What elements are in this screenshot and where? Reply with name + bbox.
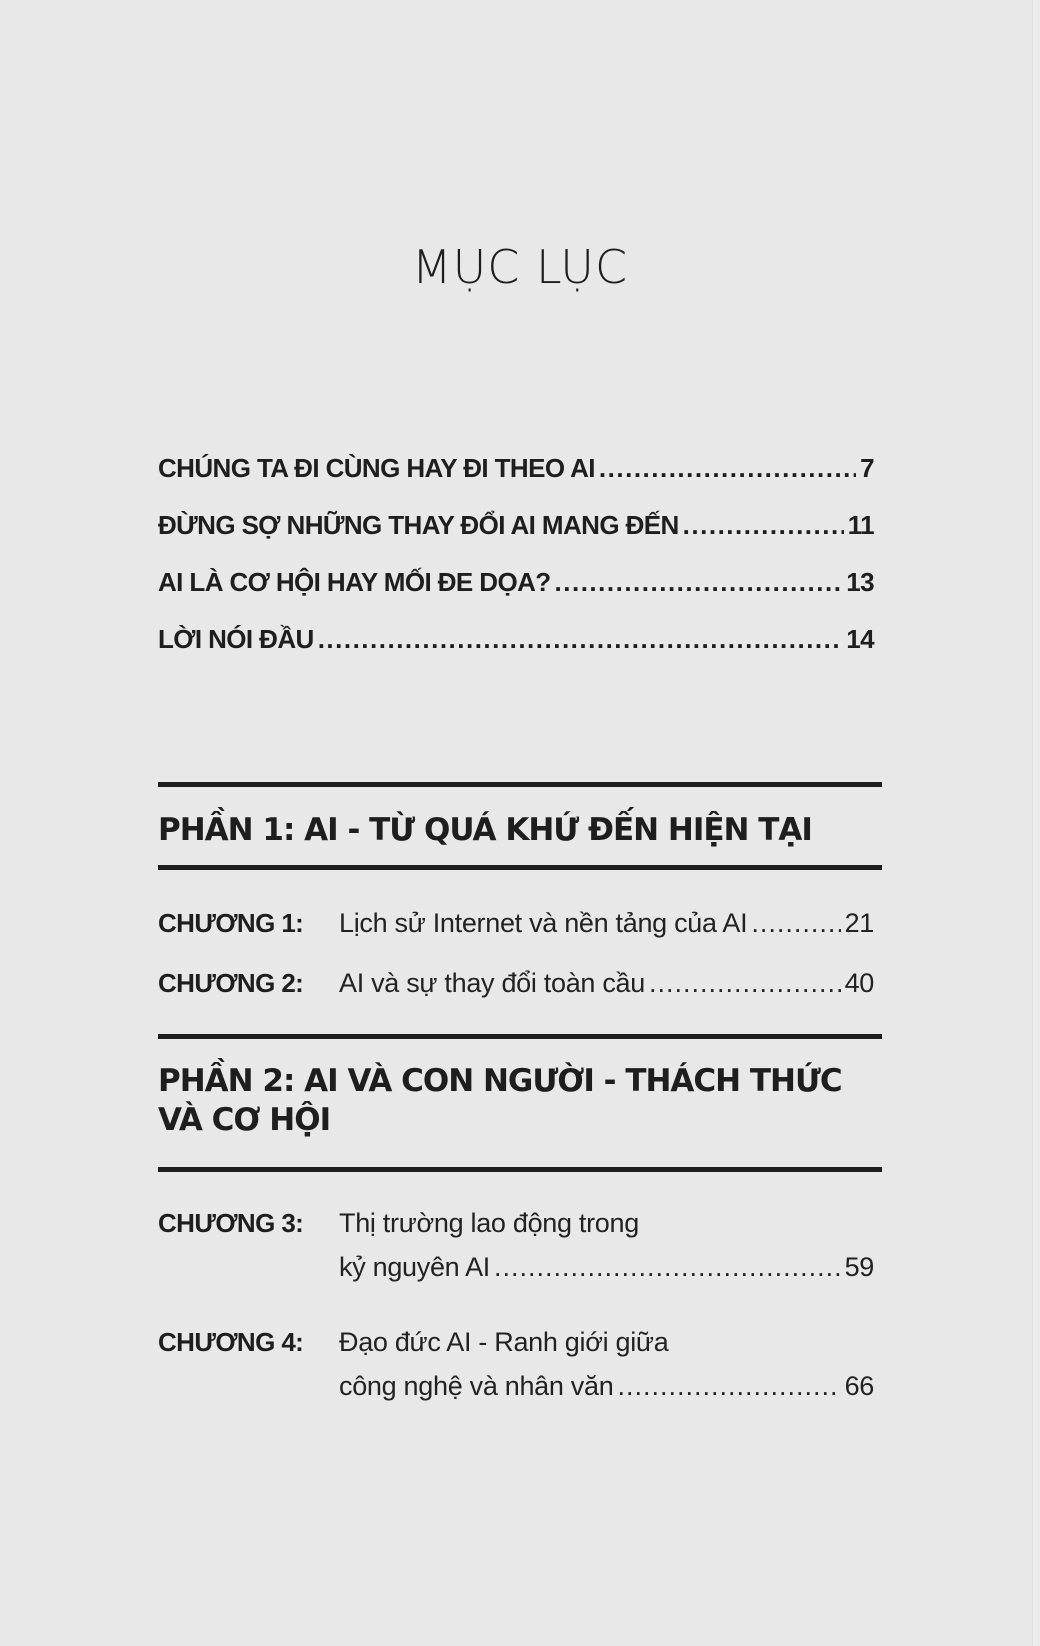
chapter-title: AI và sự thay đổi toàn cầu [339,968,645,998]
dot-leader [599,453,856,484]
toc-entry-page: 11 [847,510,874,540]
chapter-title-line-2 [339,1252,874,1283]
chapter-title-line [339,968,874,999]
part-2-title-line-2: VÀ CƠ HỘI [158,1102,331,1138]
chapter-title-line [339,908,874,939]
section-divider [158,865,882,870]
section-divider [158,1167,882,1172]
chapter-title: Thị trường lao động trong [339,1208,639,1238]
chapter-page: 59 [844,1252,874,1282]
toc-entry-label: AI LÀ CƠ HỘI HAY MỐI ĐE DỌA? [158,567,551,597]
part-2-title-line-1: PHẦN 2: AI VÀ CON NGƯỜI - THÁCH THỨC [158,1063,842,1099]
part-2-title[interactable] [158,1063,858,1139]
chapter-label: CHƯƠNG 3: [158,1208,304,1238]
page-title: MỤC LỤC [411,240,629,294]
dot-leader [555,567,843,598]
dot-leader [683,510,844,541]
chapter-title-cont: công nghệ và nhân văn [339,1371,614,1401]
chapter-title-line-2 [339,1371,874,1402]
section-divider [158,782,882,787]
part-1-title[interactable]: PHẦN 1: AI - TỪ QUÁ KHỨ ĐẾN HIỆN TẠI [158,812,812,848]
chapter-title: Đạo đức AI - Ranh giới giữa [339,1327,669,1357]
toc-entry-page: 7 [860,453,874,483]
toc-entry[interactable] [158,453,874,484]
chapter-title: Lịch sử Internet và nền tảng của AI [339,908,748,938]
toc-entry-label: ĐỪNG SỢ NHỮNG THAY ĐỔI AI MANG ĐẾN [158,510,679,540]
dot-leader [617,1371,840,1402]
dot-leader [649,968,841,999]
dot-leader [318,624,843,655]
chapter-title-cont: kỷ nguyên AI [339,1252,491,1282]
dot-leader [751,908,840,939]
toc-entry-page: 14 [846,624,874,654]
chapter-page: 21 [844,908,874,938]
chapter-page: 66 [844,1371,874,1401]
chapter-title-line-1 [339,1327,874,1358]
chapter-title-line-1 [339,1208,874,1239]
chapter-label: CHƯƠNG 2: [158,968,304,998]
toc-entry[interactable] [158,624,874,655]
dot-leader [494,1252,841,1283]
toc-entry-label: LỜI NÓI ĐẦU [158,624,314,654]
toc-entry-label: CHÚNG TA ĐI CÙNG HAY ĐI THEO AI [158,453,595,483]
toc-entry[interactable] [158,510,874,541]
chapter-page: 40 [844,968,874,998]
chapter-label: CHƯƠNG 1: [158,908,304,938]
toc-entry[interactable] [158,567,874,598]
chapter-label: CHƯƠNG 4: [158,1327,304,1357]
section-divider [158,1034,882,1039]
toc-entry-page: 13 [846,567,874,597]
